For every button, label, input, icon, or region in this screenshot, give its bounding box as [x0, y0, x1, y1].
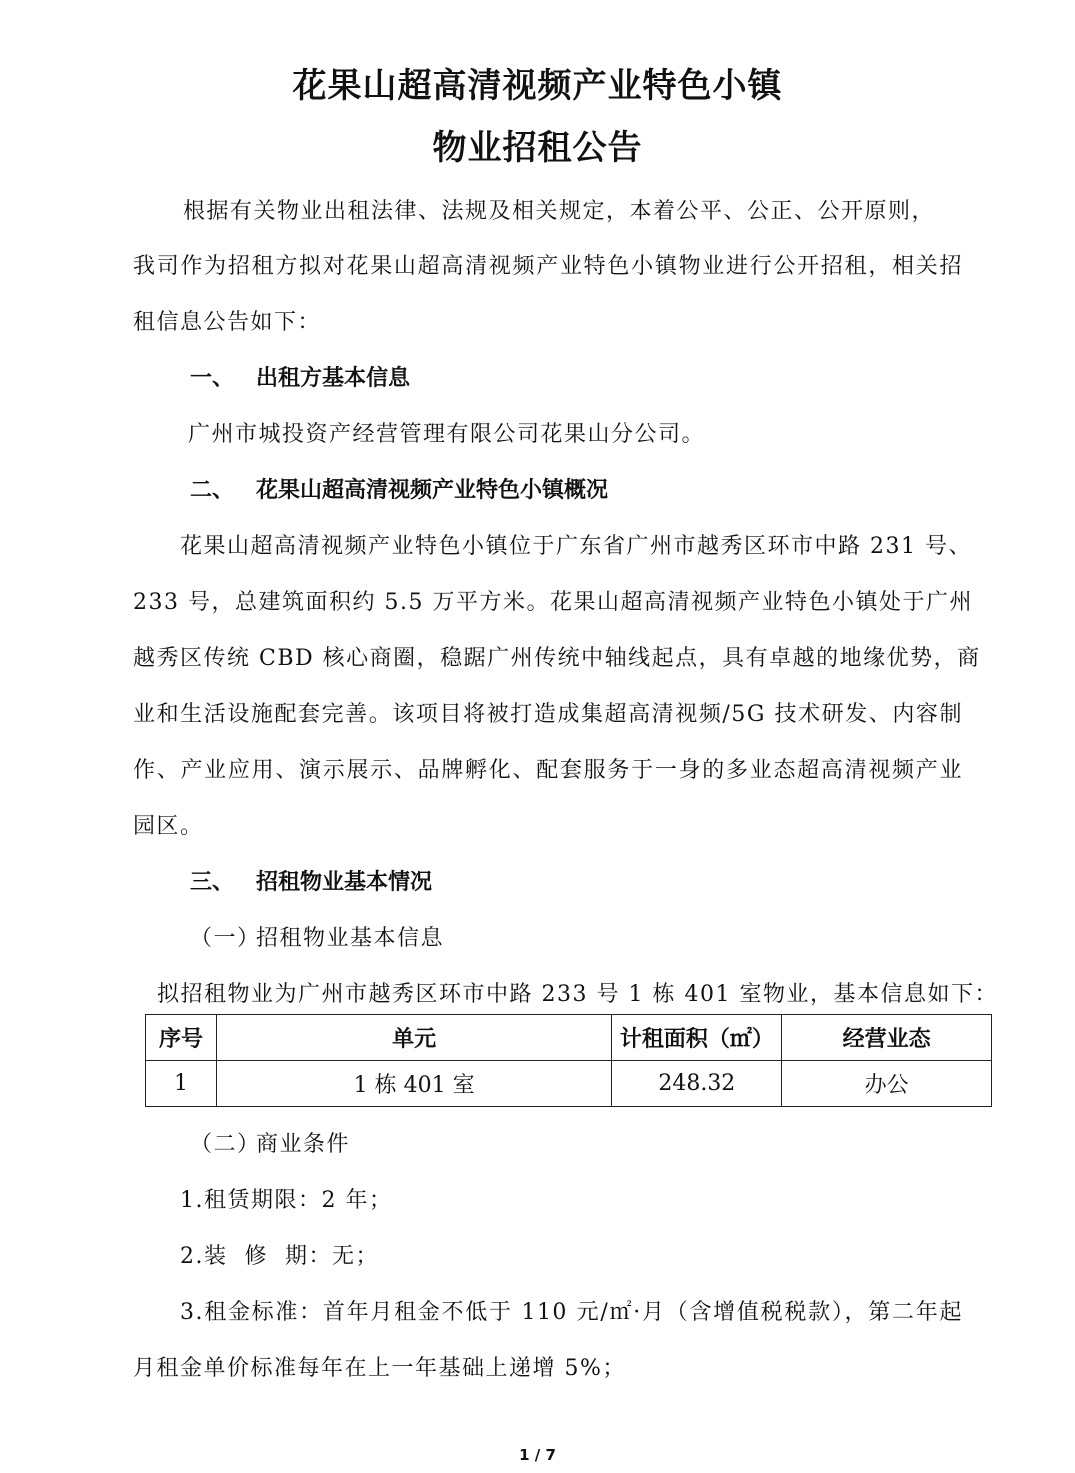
- header-seq: 序号: [146, 1015, 217, 1061]
- property-description: 拟招租物业为广州市越秀区环市中路 233 号 1 栋 401 室物业，基本信息如下：: [157, 982, 998, 1007]
- section-3-title: 招租物业基本情况: [256, 870, 433, 895]
- lessor-name: 广州市城投资产经营管理有限公司花果山分公司。: [188, 422, 706, 447]
- table-row: [146, 1061, 992, 1107]
- subsection-1-number: （一）: [190, 926, 261, 951]
- condition-lease-term: 1.租赁期限：2 年；: [180, 1188, 393, 1213]
- intro-line-1: 根据有关物业出租法律、法规及相关规定，本着公平、公正、公开原则，: [183, 199, 936, 224]
- overview-line-3: 越秀区传统 CBD 核心商圈，稳踞广州传统中轴线起点，具有卓越的地缘优势，商: [133, 646, 981, 671]
- subsection-2-number: （二）: [190, 1132, 261, 1157]
- section-2-heading: [190, 476, 608, 506]
- condition-rent-standard: 3.租金标准：首年月租金不低于 110 元/㎡·月（含增值税税款），第二年起: [180, 1300, 963, 1325]
- overview-line-2: 233 号，总建筑面积约 5.5 万平方米。花果山超高清视频产业特色小镇处于广州: [133, 590, 973, 615]
- section-1-heading: [190, 364, 410, 394]
- table-header-row: [146, 1015, 992, 1061]
- cell-business-type: 办公: [782, 1061, 992, 1107]
- cell-area: 248.32: [612, 1061, 782, 1107]
- document-title: 花果山超高清视频产业特色小镇: [292, 66, 783, 106]
- overview-line-5: 作、产业应用、演示展示、品牌孵化、配套服务于一身的多业态超高清视频产业: [133, 758, 963, 783]
- header-area: 计租面积（㎡）: [612, 1015, 782, 1061]
- overview-line-1: 花果山超高清视频产业特色小镇位于广东省广州市越秀区环市中路 231 号、: [180, 534, 972, 559]
- header-unit: 单元: [216, 1015, 611, 1061]
- condition-rent-continuation: 月租金单价标准每年在上一年基础上递增 5%；: [133, 1356, 626, 1381]
- subsection-2-title: 商业条件: [256, 1132, 351, 1157]
- section-3-number: 三、: [190, 870, 235, 895]
- section-2-number: 二、: [190, 478, 235, 503]
- section-3-heading: [190, 868, 432, 898]
- intro-line-2: 我司作为招租方拟对花果山超高清视频产业特色小镇物业进行公开招租，相关招: [133, 254, 963, 279]
- section-2-title: 花果山超高清视频产业特色小镇概况: [256, 478, 609, 503]
- cell-seq: 1: [146, 1061, 217, 1107]
- page-number: 1 / 7: [519, 1446, 556, 1464]
- section-1-title: 出租方基本信息: [256, 366, 411, 391]
- intro-line-3: 租信息公告如下：: [133, 310, 322, 335]
- cell-unit: 1 栋 401 室: [216, 1061, 611, 1107]
- overview-line-6: 园区。: [133, 814, 204, 839]
- subsection-1-title: 招租物业基本信息: [256, 926, 445, 951]
- document-subtitle: 物业招租公告: [432, 128, 643, 168]
- property-info-table: [145, 1014, 992, 1107]
- condition-renovation-period: 2.装 修 期：无；: [180, 1244, 379, 1269]
- overview-line-4: 业和生活设施配套完善。该项目将被打造成集超高清视频/5G 技术研发、内容制: [133, 702, 963, 727]
- header-business-type: 经营业态: [782, 1015, 992, 1061]
- subsection-1-heading: [190, 924, 444, 954]
- section-1-number: 一、: [190, 366, 235, 391]
- subsection-2-heading: [190, 1130, 350, 1160]
